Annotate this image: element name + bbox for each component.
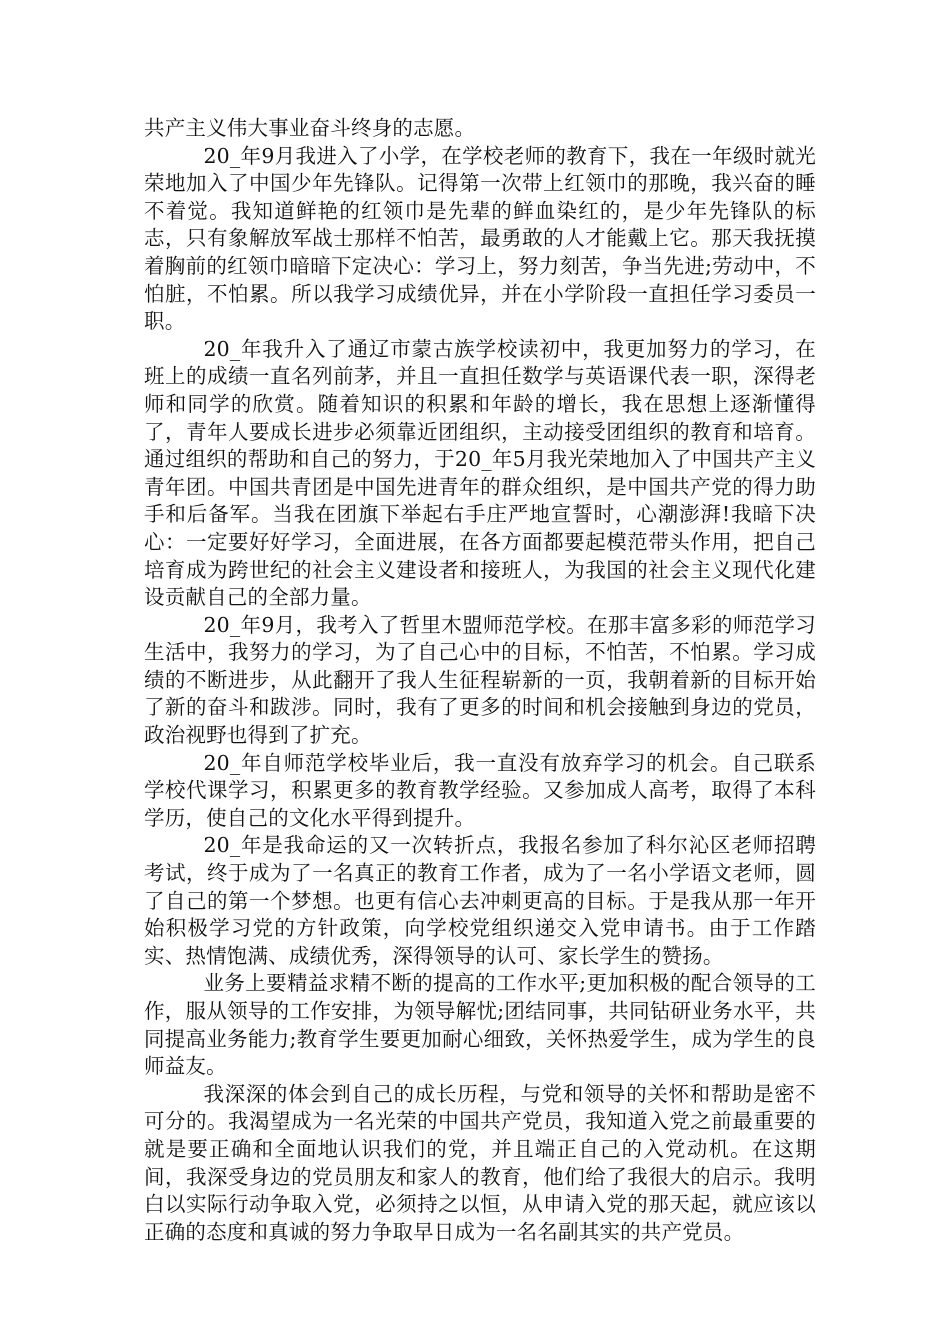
paragraph-junior-high: 20_年我升入了通辽市蒙古族学校读初中，我更加努力的学习，在班上的成绩一直名列前茅，并且一直担任数学与英语课代表一职，深得老师和同学的欣赏。随着知识的积累和年龄的增长，我在思想上逐渐懂得了，青年人要成长进步必须靠近团组织，主动接受团组织的教育和培育。通过组织的帮助和自己的努力，于20_年5月我光荣地加入了中国共产主义青年团。中国共青团是中国先进青年的群众组织，是中国共产党的得力助手和后备军。当我在团旗下举起右手庄严地宣誓时，心潮澎湃!我暗下决心：一定要好好学习，全面进展，在各方面都要起模范带头作用，把自己培育成为跨世纪的社会主义建设者和接班人，为我国的社会主义现代化建设贡献自己的全部力量。 [144, 336, 816, 610]
paragraph-after-graduation: 20_年自师范学校毕业后，我一直没有放弃学习的机会。自己联系学校代课学习，积累更多的教育教学经验。又参加成人高考，取得了本科学历，使自己的文化水平得到提升。 [144, 750, 816, 830]
document-body [144, 115, 816, 1246]
paragraph-continuation: 共产主义伟大事业奋斗终身的志愿。 [144, 116, 476, 140]
paragraph-teacher-career: 20_年是我命运的又一次转折点，我报名参加了科尔沁区老师招聘考试，终于成为了一名真正的教育工作者，成为了一名小学语文老师，圆了自己的第一个梦想。也更有信心去冲刺更高的目标。于是我从那一年开始积极学习党的方针政策，向学校党组织递交入党申请书。由于工作踏实、热情饱满、成绩优秀，深得领导的认可、家长学生的赞扬。 [144, 833, 816, 968]
paragraph-party-aspiration: 我深深的体会到自己的成长历程，与党和领导的关怀和帮助是密不可分的。我渴望成为一名光荣的中国共产党员，我知道入党之前最重要的就是要正确和全面地认识我们的党，并且端正自己的入党动机。在这期间，我深受身边的党员朋友和家人的教育，他们给了我很大的启示。我明白以实际行动争取入党，必须持之以恒，从申请入党的那天起，就应该以正确的态度和真诚的努力争取早日成为一名名副其实的共产党员。 [144, 1081, 816, 1244]
paragraph-normal-school: 20_年9月，我考入了哲里木盟师范学校。在那丰富多彩的师范学习生活中，我努力的学习，为了自己心中的目标，不怕苦，不怕累。学习成绩的不断进步，从此翻开了我人生征程崭新的一页，我朝着新的目标开始了新的奋斗和跋涉。同时，我有了更多的时间和机会接触到身边的党员，政治视野也得到了扩充。 [144, 612, 816, 748]
paragraph-primary-school: 20_年9月我进入了小学，在学校老师的教育下，我在一年级时就光荣地加入了中国少年先锋队。记得第一次带上红领巾的那晚，我兴奋的睡不着觉。我知道鲜艳的红领巾是先辈的鲜血染红的，是少年先锋队的标志，只有象解放军战士那样不怕苦，最勇敢的人才能戴上它。那天我抚摸着胸前的红领巾暗暗下定决心：学习上，努力刻苦，争当先进;劳动中，不怕脏，不怕累。所以我学习成绩优异，并在小学阶段一直担任学习委员一职。 [144, 143, 816, 334]
paragraph-work-commitment: 业务上要精益求精不断的提高的工作水平;更加积极的配合领导的工作，服从领导的工作安排，为领导解忧;团结同事，共同钻研业务水平，共同提高业务能力;教育学生要更加耐心细致，关怀热爱学生，成为学生的良师益友。 [144, 971, 816, 1079]
